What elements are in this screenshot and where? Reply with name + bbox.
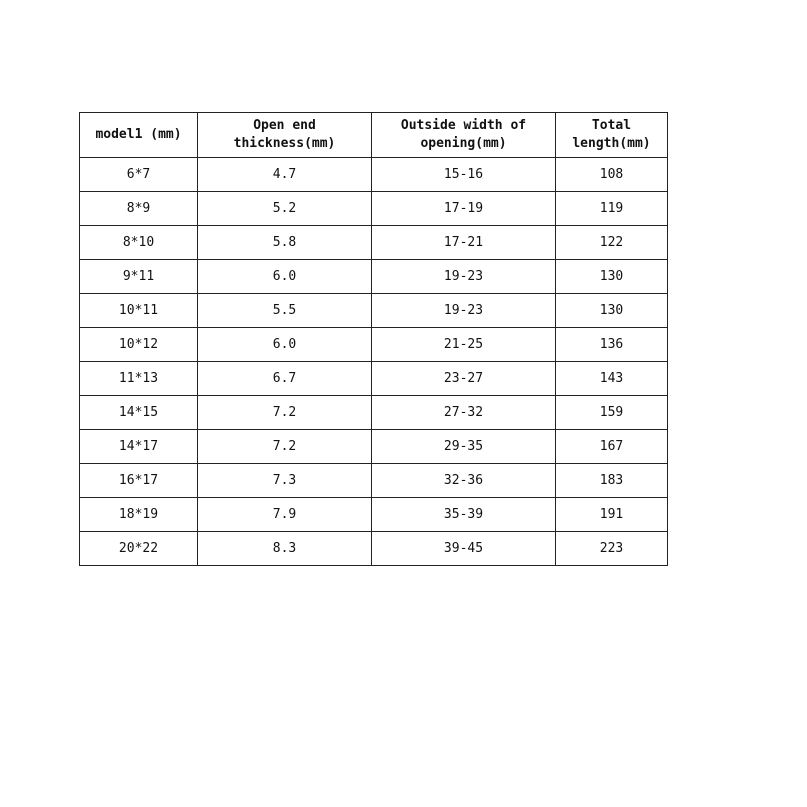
model-cell: 14*15 [80,396,198,430]
thickness-cell: 6.7 [198,362,372,396]
width-cell: 19-23 [372,260,556,294]
model-cell: 18*19 [80,498,198,532]
thickness-cell: 7.9 [198,498,372,532]
table-body [80,158,668,566]
width-cell: 17-19 [372,192,556,226]
header-length-line-1: Total [591,118,632,133]
table-row [80,328,668,362]
model-cell: 10*12 [80,328,198,362]
length-cell: 191 [556,498,668,532]
model-cell: 9*11 [80,260,198,294]
table-row [80,226,668,260]
thickness-cell: 5.8 [198,226,372,260]
width-cell: 15-16 [372,158,556,192]
header-row [80,113,668,158]
length-cell: 136 [556,328,668,362]
model-cell: 8*10 [80,226,198,260]
table-row [80,464,668,498]
thickness-cell: 5.2 [198,192,372,226]
width-cell: 32-36 [372,464,556,498]
header-model-line-1: model1 (mm) [95,127,182,142]
header-thickness-line-2: thickness(mm) [233,136,336,151]
table-header [80,113,668,158]
width-cell: 17-21 [372,226,556,260]
length-cell: 130 [556,260,668,294]
width-cell: 35-39 [372,498,556,532]
length-cell: 223 [556,532,668,566]
thickness-cell: 5.5 [198,294,372,328]
width-cell: 29-35 [372,430,556,464]
header-total-length [556,113,668,158]
width-cell: 21-25 [372,328,556,362]
table-row [80,498,668,532]
header-width-line-2: opening(mm) [420,136,507,151]
model-cell: 6*7 [80,158,198,192]
thickness-cell: 7.2 [198,430,372,464]
table-row [80,158,668,192]
length-cell: 108 [556,158,668,192]
thickness-cell: 7.2 [198,396,372,430]
model-cell: 8*9 [80,192,198,226]
header-thickness-line-1: Open end [253,118,316,133]
table-row [80,260,668,294]
length-cell: 119 [556,192,668,226]
table-row [80,430,668,464]
header-outside-width [372,113,556,158]
spec-table [79,112,668,566]
table-row [80,294,668,328]
thickness-cell: 6.0 [198,260,372,294]
model-cell: 16*17 [80,464,198,498]
header-model [80,113,198,158]
length-cell: 143 [556,362,668,396]
length-cell: 183 [556,464,668,498]
header-open-end-thickness [198,113,372,158]
header-length-line-2: length(mm) [572,136,651,151]
table-row [80,532,668,566]
model-cell: 14*17 [80,430,198,464]
width-cell: 39-45 [372,532,556,566]
thickness-cell: 6.0 [198,328,372,362]
length-cell: 159 [556,396,668,430]
table-row [80,192,668,226]
table-row [80,362,668,396]
model-cell: 20*22 [80,532,198,566]
width-cell: 27-32 [372,396,556,430]
model-cell: 11*13 [80,362,198,396]
length-cell: 130 [556,294,668,328]
thickness-cell: 4.7 [198,158,372,192]
header-width-line-1: Outside width of [400,118,527,133]
thickness-cell: 8.3 [198,532,372,566]
width-cell: 19-23 [372,294,556,328]
width-cell: 23-27 [372,362,556,396]
table-row [80,396,668,430]
length-cell: 122 [556,226,668,260]
length-cell: 167 [556,430,668,464]
thickness-cell: 7.3 [198,464,372,498]
model-cell: 10*11 [80,294,198,328]
